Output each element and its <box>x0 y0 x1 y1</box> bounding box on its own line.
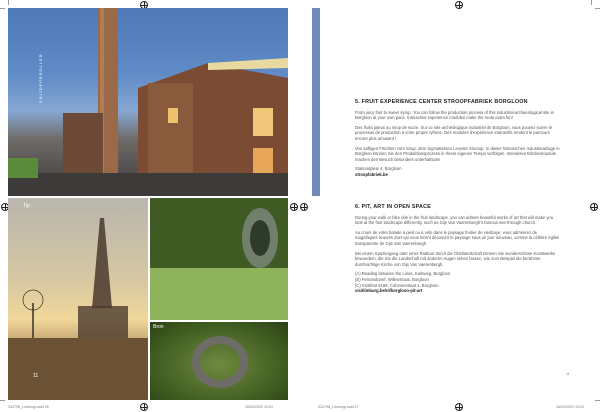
slug-left-date: 16/02/2022 10:01 <box>245 405 273 409</box>
factory-photo <box>8 8 288 196</box>
paragraph-fr: Des fruits juteux au sirop de sucre. Sur ce site archéologique industriel de Borgloon, vous pouvez suivre le processus de production à votre propre rythme. Des modules d'expérience interactifs rendent le parcours encore plus amusant ! <box>355 124 553 141</box>
section-number: 5. <box>355 99 360 105</box>
crop-mark <box>0 400 5 401</box>
ring-illustration <box>150 322 288 400</box>
crop-mark <box>595 400 600 401</box>
section-pit-art <box>355 205 560 294</box>
registration-mark-center-right <box>300 203 308 211</box>
address-c: (C) Kristfest €188, Colonnestraat 1, Borgloon <box>355 282 439 288</box>
registration-mark-center-left <box>290 203 298 211</box>
forest-illustration <box>150 198 288 320</box>
section-heading <box>355 100 560 106</box>
crop-mark <box>595 8 600 9</box>
crop-mark <box>0 8 5 9</box>
paragraph-fr: Au cours de votre balade à pied ou à vélo dans le paysage fruitier de Hesbaye, vous admirerez de magnifiques œuvres d'art qui vous feront découvrir le paysage sous un jour nouveau, comme la célèbre église transparente de Gijs Van Vaerenbergh. <box>355 229 560 246</box>
registration-mark-top-right <box>455 1 463 9</box>
paragraph-de: Bei einem Spaziergang oder einer Radtour durch die Obstlandschaft können Sie wunderschöne Kunstwerke bewundern, die Sie die Landschaft mit anderen Augen sehen lassen, wie zum Beispiel die berühmte durchsichtige Kirche von Gijs Van Vaerenbergh. <box>355 250 556 267</box>
ring-tag: Bron <box>153 324 164 330</box>
website-link[interactable]: visitlimburg.be/nl/borgloon-pit-art <box>355 288 423 294</box>
factory-illustration <box>8 8 288 196</box>
address-a: (A) Reading between the Lines, Karkweg, Borgloon <box>355 271 451 277</box>
registration-mark-bottom-right <box>455 403 463 411</box>
crop-mark <box>8 0 9 5</box>
address-b: (B) Fernandonef, Willenstraat, Borgloon <box>355 276 429 282</box>
ring-sculpture-photo <box>150 322 288 400</box>
crop-mark <box>591 0 592 5</box>
church-illustration <box>8 198 148 400</box>
paragraph-en: From juicy fruit to sweet syrup. You can follow the production process of this industrial-archaeological site in Borgloon at your own pace. Interactive experience modules make the route extra fun! <box>355 109 555 121</box>
registration-mark-right <box>590 203 598 211</box>
paragraph-en: During your walk or bike ride in the fruit landscape, you can admire beautiful works of art that will make you look at the fruit landscape differently, such as Gijs Van Vaerenbergh's famous see-through church. <box>355 214 554 226</box>
website-link[interactable]: stroopfabriek.be <box>355 171 388 177</box>
see-through-church-photo <box>8 198 148 400</box>
section-title: PIT, ART IN OPEN SPACE <box>361 204 432 210</box>
slug-right-date: 16/02/2022 10:01 <box>556 405 584 409</box>
church-number: 11 <box>33 373 39 379</box>
right-page-photo-edge <box>312 8 320 196</box>
section-fruit-experience <box>355 100 560 178</box>
section-number: 6. <box>355 204 360 210</box>
forest-art-photo <box>150 198 288 320</box>
factory-vertical-label: SNIJDEPEROLLER <box>38 53 43 103</box>
slug-left-file: 333798_Limburgi.indd 26 <box>8 405 49 409</box>
slug-right-file: 333798_Limburgi.indd 27 <box>318 405 359 409</box>
address: Stationsplein 4, Borgloon <box>355 166 402 172</box>
church-tag: Tip <box>23 203 30 209</box>
page-corner-number: 11 <box>566 372 570 376</box>
section-heading <box>355 205 560 211</box>
registration-mark-bottom-left <box>140 403 148 411</box>
section-title: FRUIT EXPERIENCE CENTER STROOPFABRIEK BORGLOON <box>361 99 528 105</box>
paragraph-de: Von saftigen Früchten zum Sirup: dem Sigmattersen Leveste Sirunop. In dieser historischen Industrieanlage in Borgloon können Sie den Produktionsprozess in Ihrem eigenen Tempo verfolgen. Interaktive Erlebnismodule machen den Besuch besonders unterhaltsam! <box>355 145 560 162</box>
